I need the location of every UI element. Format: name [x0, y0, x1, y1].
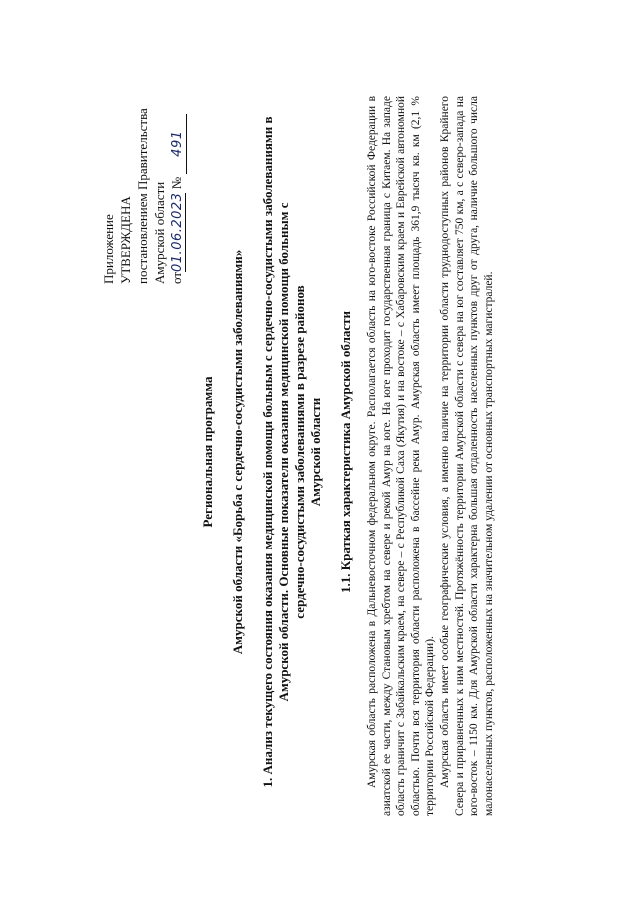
- approval-line-resolution: постановлением Правительства: [135, 108, 150, 284]
- program-title: Региональная программа: [200, 376, 215, 528]
- approval-prefix: от: [169, 271, 184, 284]
- section-heading: [260, 0, 324, 904]
- approval-date-number: [168, 108, 187, 284]
- approval-line-region: Амурской области: [152, 181, 167, 284]
- section-heading-line: сердечно-сосудистыми заболеваниями в разрезе районов: [292, 285, 307, 619]
- section-heading-line: 1. Анализ текущего состояния оказания медицинской помощи больным с сердечно-сосудистыми заболеваниями в: [260, 116, 275, 788]
- body-text: [365, 96, 496, 816]
- approval-line-appendix: Приложение: [101, 214, 116, 284]
- section-heading-line: Амурской области: [308, 397, 323, 507]
- paragraph: Амурская область расположена в Дальневосточном федеральном округе. Располагается область на юго-востоке Российской Федерации в азиатской ее части, между Становым хребтом на севере и рекой Амур на юге. На юге проходит государственная граница с Китаем. На западе область граничит с Забайкальским краем, на севере – с Республикой Саха (Якутия) и на востоке – с Хабаровским краем и Еврейской автономной областью. Почти вся территория области расположена в бассейне реки Амур. Амурская область имеет площадь 361,9 тысяч кв. км (2,1 % территории Российской Федерации).: [366, 96, 437, 816]
- approval-stamp: [100, 108, 187, 284]
- approval-number: 491: [169, 114, 187, 174]
- program-subtitle: Амурской области «Борьба с сердечно-сосудистыми заболеваниями»: [230, 249, 245, 655]
- section-heading-line: Амурской области. Основные показатели оказания медицинской помощи больным с: [276, 202, 291, 702]
- subsection-heading: 1.1. Краткая характеристика Амурской области: [338, 310, 353, 594]
- approval-line-approved: УТВЕРЖДЕНА: [118, 196, 133, 284]
- approval-number-label: №: [169, 176, 184, 190]
- approval-date: 01.06.2023: [170, 192, 185, 272]
- paragraph: Амурская область имеет особые географические условия, а именно наличие на территории области труднодоступных районов Крайнего Севера и приравненных к ним местностей. Протяжённость территории Амурской области с севера на юг составляет 750 км, а с северо-запада на юго-восток – 1150 км. Для Амурской области характерна большая отдаленность населенных пунктов друг от друга, наличие большого числа малонаселенных пунктов, расположенных на значительном удалении от основных транспортных магистралей.: [438, 96, 495, 816]
